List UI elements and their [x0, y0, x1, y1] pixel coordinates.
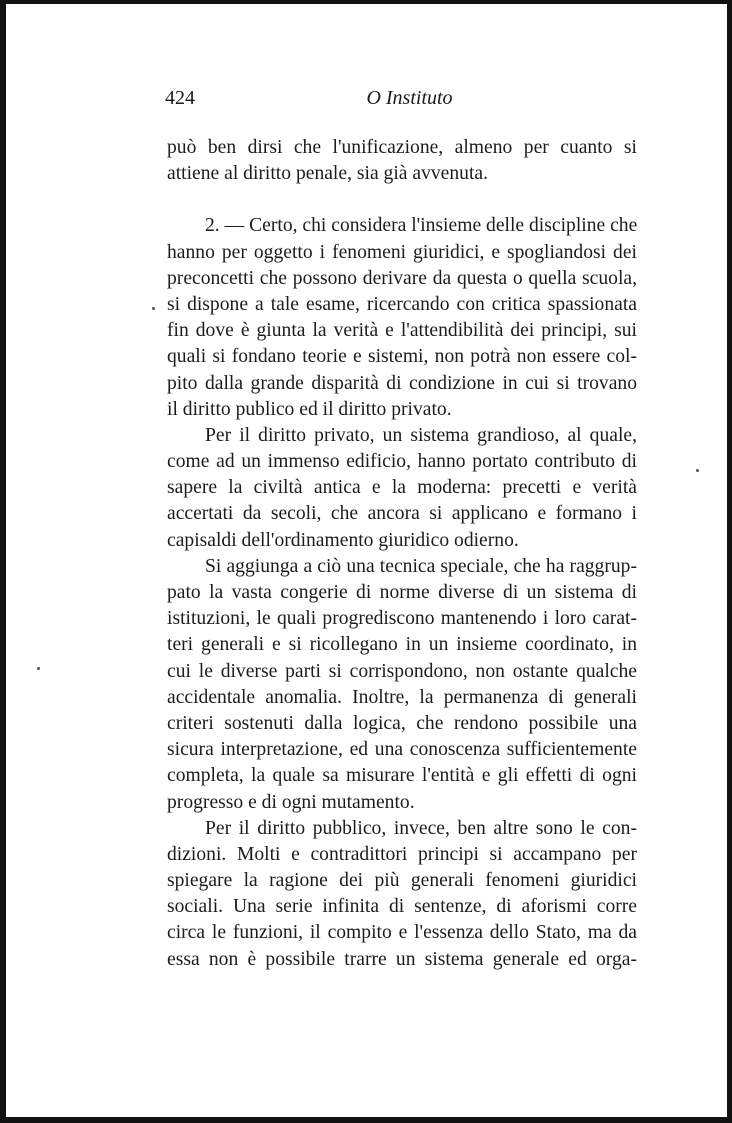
print-speck: [696, 469, 699, 472]
text-line: essa non è possibile trarre un sistema generale ed orga-: [167, 948, 637, 970]
text-line: teri generali e si ricollegano in un insieme coordinato, in: [167, 634, 637, 656]
text-line: si dispone a tale esame, ricercando con critica spassionata: [167, 293, 637, 315]
text-line: Per il diritto privato, un sistema grandioso, al quale,: [205, 424, 637, 446]
text-line: hanno per oggetto i fenomeni giuridici, e spogliandosi dei: [167, 241, 637, 263]
text-line: completa, la quale sa misurare l'entità e gli effetti di ogni: [167, 765, 637, 787]
text-line: dizioni. Molti e contradittori principi si accampano per: [167, 843, 637, 865]
text-line: istituzioni, le quali progrediscono mantenendo i loro carat-: [167, 608, 637, 630]
text-line: 2. — Certo, chi considera l'insieme delle discipline che: [205, 215, 637, 237]
text-line: cui le diverse parti si corrispondono, non ostante qualche: [167, 660, 637, 682]
running-title: O Instituto: [366, 87, 453, 109]
text-line: capisaldi dell'ordinamento giuridico odierno.: [167, 529, 519, 551]
text-line: spiegare la ragione dei più generali fenomeni giuridici: [167, 870, 637, 892]
text-line: criteri sostenuti dalla logica, che rendono possibile una: [167, 712, 637, 734]
text-line: pito dalla grande disparità di condizione in cui si trovano: [167, 372, 637, 394]
text-line: sociali. Una serie infinita di sentenze, di aforismi corre: [167, 896, 637, 918]
text-line: circa le funzioni, il compito e l'essenza dello Stato, ma da: [167, 922, 637, 944]
body-text: [167, 135, 637, 973]
text-line: fin dove è giunta la verità e l'attendibilità dei principi, sui: [167, 320, 637, 342]
text-line: progresso e di ogni mutamento.: [167, 791, 415, 813]
text-line: come ad un immenso edificio, hanno portato contributo di: [167, 451, 637, 473]
text-line: pato la vasta congerie di norme diverse di un sistema di: [167, 582, 637, 603]
print-speck: [152, 307, 155, 310]
page-header: [165, 87, 640, 117]
text-line: quali si fondano teorie e sistemi, non potrà non essere col-: [167, 346, 637, 368]
text-line: accertati da secoli, che ancora si applicano e formano i: [167, 503, 637, 525]
text-line: Si aggiunga a ciò una tecnica speciale, che ha raggrup-: [205, 555, 637, 577]
text-line: sicura interpretazione, ed una conoscenza sufficientemente: [167, 739, 637, 761]
text-line: accidentale anomalia. Inoltre, la permanenza di generali: [167, 686, 637, 708]
text-line: sapere la civiltà antica e la moderna: precetti e verità: [167, 477, 637, 499]
text-line: Per il diritto pubblico, invece, ben altre sono le con-: [205, 817, 637, 839]
text-line: preconcetti che possono derivare da questa o quella scuola,: [167, 267, 637, 289]
paragraph-gap: [167, 187, 637, 213]
page-number: 424: [165, 87, 195, 109]
text-line: attiene al diritto penale, sia già avvenuta.: [167, 163, 488, 185]
print-speck: [37, 667, 40, 670]
text-line: il diritto publico ed il diritto privato.: [167, 398, 452, 420]
text-line: può ben dirsi che l'unificazione, almeno per cuanto si: [167, 137, 637, 158]
